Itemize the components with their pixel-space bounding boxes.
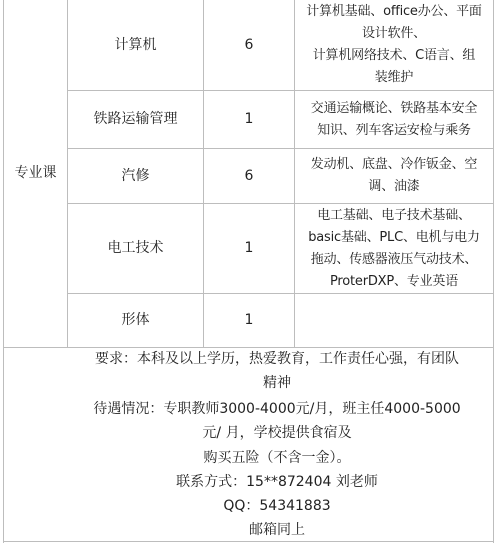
course-content-line: 调、油漆 — [368, 179, 420, 194]
requirements-line: 要求：本科及以上学历，热爱教育，工作责任心强，有团队 — [95, 351, 459, 367]
contact-line: 联系方式：15**872404 刘老师 — [176, 474, 378, 490]
salary-line: 元/ 月，学校提供食宿及 — [202, 425, 352, 441]
course-content-cell — [295, 91, 493, 148]
course-name-cell — [68, 149, 203, 203]
course-count-cell — [204, 0, 294, 90]
course-content-cell — [295, 0, 493, 90]
course-count: 1 — [244, 312, 254, 328]
course-content-line: 拖动、传感器液压气动技术、 — [310, 251, 478, 267]
course-name-cell — [68, 294, 203, 347]
section-label — [4, 0, 67, 347]
insurance-line: 购买五险（不含一金）。 — [203, 450, 351, 466]
section-label-text: 专业课 — [14, 165, 57, 181]
course-name: 形体 — [121, 312, 150, 328]
course-content-line: 知识、列车客运安检与乘务 — [317, 122, 471, 138]
course-count-cell — [204, 204, 294, 293]
requirements-line: 精神 — [263, 375, 291, 391]
course-name-cell — [68, 91, 203, 148]
qq-line: QQ：54341883 — [223, 498, 331, 514]
course-content-line: 电工基础、电子技术基础、 — [317, 207, 471, 223]
course-name: 铁路运输管理 — [93, 111, 178, 127]
course-name-cell — [68, 0, 203, 90]
course-count-cell — [204, 91, 294, 148]
course-count-cell — [204, 149, 294, 203]
course-content-line: 设计软件、 — [361, 26, 426, 41]
course-content-line: basic基础、PLC、电机与电力 — [308, 229, 480, 245]
course-name-cell — [68, 204, 203, 293]
course-count-cell — [204, 294, 294, 347]
course-count: 1 — [244, 111, 254, 127]
salary-line: 待遇情况：专职教师3000-4000元/月，班主任4000-5000 — [93, 401, 461, 417]
course-content-line: ProterDXP、专业英语 — [329, 273, 459, 289]
course-content-cell — [295, 149, 493, 203]
course-name: 电工技术 — [107, 240, 164, 256]
course-count: 6 — [244, 36, 254, 53]
email-line: 邮箱同上 — [249, 522, 305, 538]
course-content-line: 计算机网络技术、C语言、组 — [312, 48, 476, 63]
course-count: 1 — [244, 240, 254, 256]
course-content-cell — [295, 294, 493, 347]
course-content-line: 装维护 — [374, 70, 414, 85]
course-content-line: 发动机、底盘、冷作钣金、空 — [310, 157, 478, 172]
course-count: 6 — [244, 167, 254, 184]
course-content-line: 交通运输概论、铁路基本安全 — [310, 100, 478, 116]
course-content-line: 计算机基础、office办公、平面 — [306, 4, 482, 19]
course-content-cell — [295, 204, 493, 293]
course-name: 计算机 — [114, 36, 157, 53]
course-name: 汽修 — [121, 167, 150, 184]
